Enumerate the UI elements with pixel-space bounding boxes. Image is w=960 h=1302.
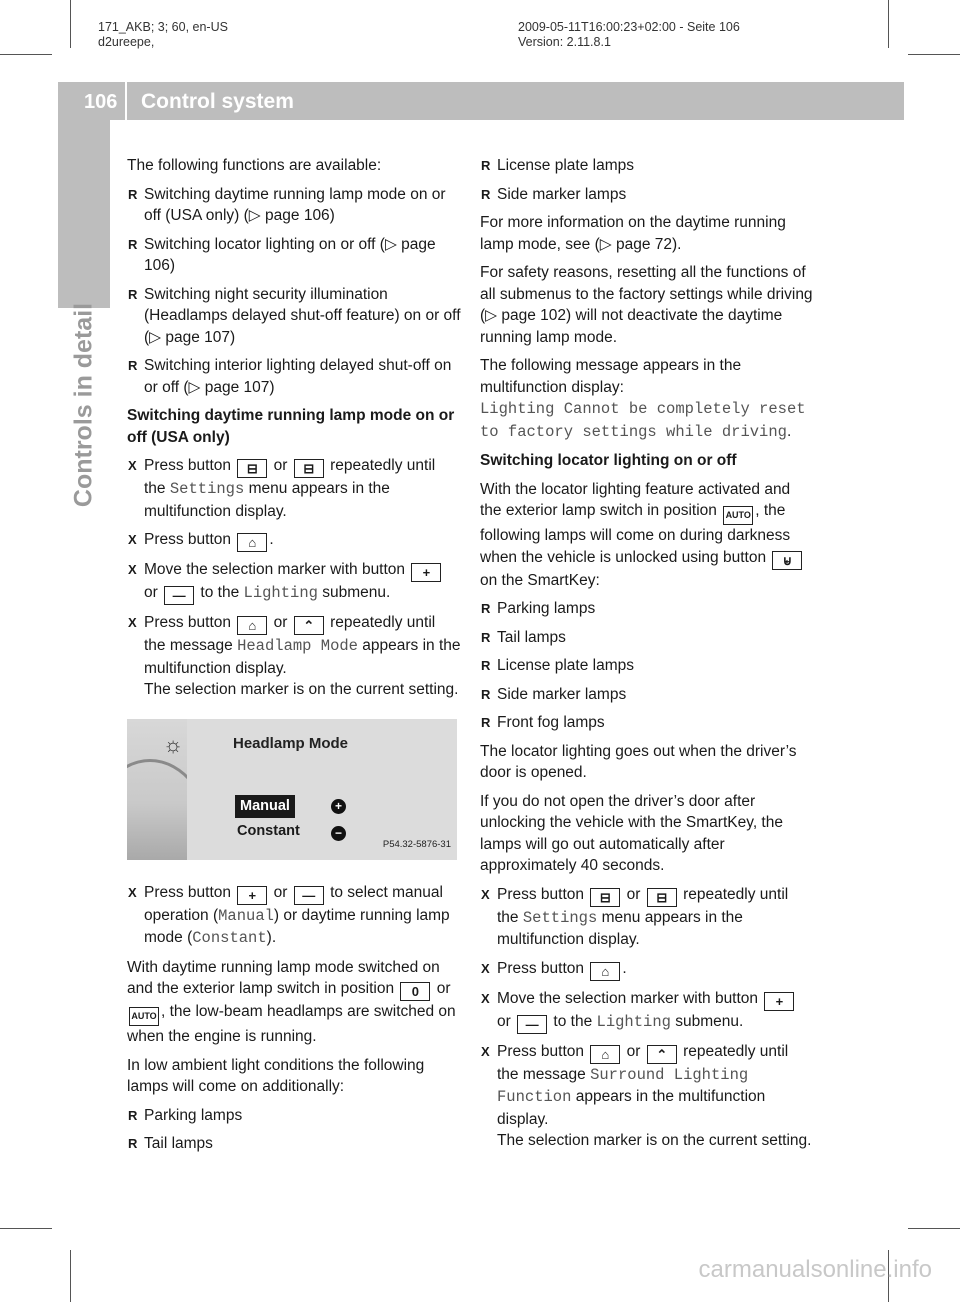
step-text: or — [626, 1042, 641, 1060]
side-tab — [58, 120, 110, 308]
step — [480, 988, 814, 1034]
step — [127, 559, 461, 605]
step-text: Press button — [497, 885, 585, 903]
headlamp-mode-label: Headlamp Mode — [237, 637, 358, 655]
paragraph: In low ambient light conditions the following lamps will come on additionally: — [127, 1056, 425, 1095]
list-item: R Switching interior lighting delayed shut-off on or off (▷ page 107) — [127, 355, 461, 398]
step-text: Press button — [144, 531, 232, 548]
paragraph-text: With daytime running lamp mode switched on and the exterior lamp switch in position — [127, 958, 440, 997]
step-text: ) or daytime running lamp mode ( — [144, 906, 450, 946]
display-option-selected: Manual — [235, 795, 295, 819]
minus-key-icon: — — [517, 1015, 547, 1034]
list-item: R Side marker lamps — [480, 184, 814, 206]
left-column — [127, 155, 461, 1162]
settings-menu-label: Settings — [522, 908, 598, 927]
paragraph: If you do not open the driver’s door after unlocking the vehicle with the SmartKey, the lamps will go out automatically after approximately 40 seconds. — [480, 792, 783, 874]
paragraph — [480, 479, 814, 592]
headlamp-icon: ☼ — [163, 731, 184, 757]
header-divider — [125, 54, 127, 120]
step — [480, 1041, 814, 1152]
step-text: Move the selection marker with button — [497, 989, 759, 1007]
step — [480, 884, 814, 951]
paragraph: The locator lighting goes out when the driver’s door is opened. — [480, 742, 797, 781]
step-text: appears in the multifunction display. — [497, 1088, 766, 1128]
down-key-icon: ⌃ — [294, 616, 324, 635]
meta-right-line2: Version: 2.11.8.1 — [518, 35, 611, 49]
print-meta-left — [98, 20, 228, 50]
step-text: menu appears in the multifunction display. — [144, 480, 390, 520]
section-label: Controls in detail — [69, 302, 98, 508]
step-text: repeatedly until the — [497, 885, 789, 926]
step — [127, 612, 461, 701]
step: X Press button ⌂ . — [127, 529, 461, 552]
surround-lighting-label: Surround Lighting Function — [497, 1065, 749, 1106]
step-text: appears in the multifunction display. — [144, 637, 461, 677]
list-item: R Front fog lamps — [480, 712, 814, 734]
settings-menu-label: Settings — [169, 480, 245, 498]
section-heading: Switching daytime running lamp mode on or off (USA only) — [127, 407, 455, 446]
step-text: repeatedly until the message — [144, 614, 436, 654]
list-item: R License plate lamps — [480, 155, 814, 177]
step-text: or — [273, 883, 288, 901]
plus-key-icon: + — [237, 886, 267, 905]
unlock-key-icon: ⊌ — [772, 551, 802, 570]
list-item: R Side marker lamps — [480, 684, 814, 706]
back-key-icon: ⊟ — [590, 888, 620, 907]
watermark: carmanualsonline.info — [698, 1256, 932, 1283]
step — [127, 455, 461, 522]
step — [127, 882, 461, 950]
list-item: R Tail lamps — [127, 1133, 461, 1155]
step-text: Press button — [497, 959, 585, 977]
display-message: Lighting Cannot be completely reset to factory settings while driving — [480, 400, 806, 441]
step-text: or — [273, 457, 288, 474]
multifunction-display-image — [127, 719, 457, 860]
page-header — [58, 82, 904, 120]
manual-label: Manual — [218, 906, 274, 925]
section-heading: Switching locator lighting on or off — [480, 452, 737, 469]
minus-icon: − — [331, 826, 346, 841]
paragraph — [480, 355, 814, 443]
step-text: Press button — [497, 1042, 585, 1060]
paragraph-text: or — [436, 980, 451, 997]
step-text: ). — [266, 929, 277, 946]
right-column — [480, 155, 814, 1159]
paragraph: For more information on the daytime running lamp mode, see (▷ page 72). — [480, 214, 786, 253]
zero-position-icon: 0 — [400, 982, 430, 1001]
step-text: Press button — [144, 614, 232, 631]
up-key-icon: ⌂ — [237, 616, 267, 635]
list-item: R Switching locator lighting on or off (▷ page 106) — [127, 234, 461, 277]
step: X Press button ⌂ . — [480, 958, 814, 981]
step-text: or — [626, 885, 641, 903]
step-text: or — [497, 1012, 511, 1030]
step-text: or — [144, 584, 158, 601]
step-text: submenu. — [322, 584, 391, 601]
back-key-icon: ⊟ — [237, 459, 267, 478]
paragraph: For safety reasons, resetting all the functions of all submenus to the factory settings while driving (▷ page 102) will not deactivate the daytime running lamp mode. — [480, 264, 813, 346]
minus-key-icon: — — [164, 586, 194, 605]
step-text: repeatedly until the — [144, 457, 436, 497]
print-meta-right — [518, 20, 740, 50]
list-item: R Parking lamps — [127, 1105, 461, 1127]
plus-key-icon: + — [764, 992, 794, 1011]
auto-position-icon: AUTO — [129, 1007, 159, 1026]
page-number: 106 — [84, 91, 118, 113]
intro-text: The following functions are available: — [127, 157, 382, 174]
step-text: Press button — [144, 457, 232, 474]
paragraph — [127, 957, 461, 1048]
up-key-icon: ⌂ — [237, 533, 267, 552]
list-item: R Parking lamps — [480, 598, 814, 620]
list-item: R Tail lamps — [480, 627, 814, 649]
minus-key-icon: — — [294, 886, 324, 905]
up-key-icon: ⌂ — [590, 1045, 620, 1064]
paragraph-text: . — [786, 422, 792, 440]
image-code: P54.32-5876-31 — [382, 839, 451, 850]
step-text: to the — [553, 1012, 593, 1030]
forward-key-icon: ⊟ — [294, 459, 324, 478]
meta-left-line1: 171_AKB; 3; 60, en-US — [98, 20, 228, 34]
page-title: Control system — [141, 90, 294, 113]
step-text: or — [273, 614, 288, 631]
step-text: The selection marker is on the current setting. — [497, 1132, 812, 1149]
meta-left-line2: d2ureepe, — [98, 35, 155, 49]
down-key-icon: ⌃ — [647, 1045, 677, 1064]
step-text: The selection marker is on the current setting. — [144, 681, 459, 698]
constant-label: Constant — [192, 929, 267, 947]
step-text: to select manual operation ( — [144, 883, 443, 924]
list-item: R License plate lamps — [480, 655, 814, 677]
plus-key-icon: + — [411, 563, 441, 582]
step-text: menu appears in the multifunction display. — [497, 908, 743, 948]
list-item: R Switching night security illumination (Headlamps delayed shut-off feature) on or off (▷ page 107) — [127, 284, 461, 349]
up-key-icon: ⌂ — [590, 962, 620, 981]
step-text: submenu. — [675, 1012, 744, 1030]
display-title: Headlamp Mode — [233, 734, 349, 752]
paragraph-text: With the locator lighting feature activated and the exterior lamp switch in position — [480, 480, 791, 519]
step-text: Press button — [144, 883, 232, 901]
paragraph-text: on the SmartKey: — [480, 571, 600, 589]
forward-key-icon: ⊟ — [647, 888, 677, 907]
step-text: repeatedly until the message — [497, 1042, 789, 1083]
list-item: R Switching daytime running lamp mode on or off (USA only) (▷ page 106) — [127, 184, 461, 227]
step-text: to the — [200, 584, 240, 601]
meta-right-line1: 2009-05-11T16:00:23+02:00 - Seite 106 — [518, 20, 740, 34]
display-option: Constant — [237, 822, 300, 839]
plus-icon: + — [331, 799, 346, 814]
paragraph-text: , the low-beam headlamps are switched on when the engine is running. — [127, 1003, 456, 1045]
lighting-submenu-label: Lighting — [243, 584, 318, 602]
paragraph-text: , the following lamps will come on during darkness when the vehicle is unlocked using button — [480, 502, 791, 566]
step-text: Move the selection marker with button — [144, 561, 406, 578]
paragraph-text: The following message appears in the multifunction display: — [480, 357, 742, 396]
lighting-submenu-label: Lighting — [596, 1012, 671, 1031]
auto-position-icon: AUTO — [723, 506, 753, 525]
